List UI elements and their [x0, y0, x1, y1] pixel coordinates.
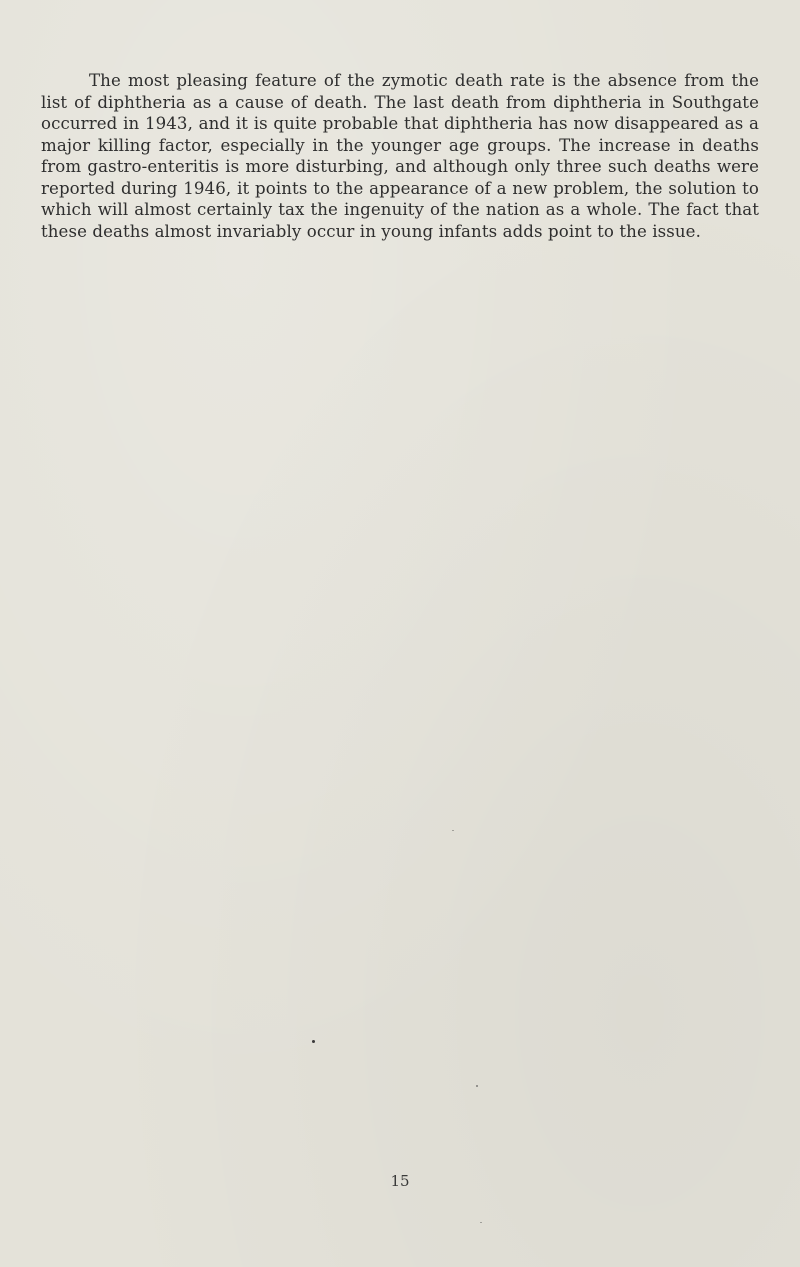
- print-speck: [476, 1085, 478, 1087]
- print-speck: [312, 1040, 315, 1043]
- body-paragraph: The most pleasing feature of the zymotic death rate is the absence from the list of diphtheria as a cause of death. The last death from diphtheria in Southgate occurred in 1943, and it is quite probable that diphtheria has now disappeared as a major killing factor, especially in the younger age groups. The increase in deaths from gastro-enteritis is more disturbing, and although only three such deaths were reported during 1946, it points to the appearance of a new problem, the solution to which will almost certainly tax the ingenuity of the nation as a whole. The fact that these deaths almost invariably occur in young infants adds point to the issue.: [41, 71, 759, 241]
- page-number: 15: [390, 1172, 410, 1190]
- print-speck: [480, 1222, 482, 1223]
- print-speck: [452, 830, 454, 831]
